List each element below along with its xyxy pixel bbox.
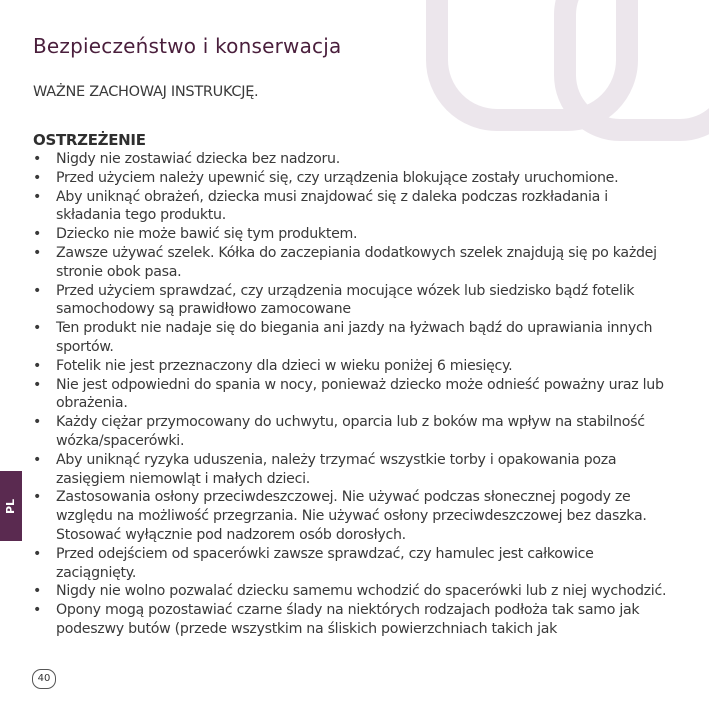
bullet-icon: • [33,583,42,600]
warning-item [33,488,675,544]
warning-item [33,319,675,357]
warning-item-text: Nie jest odpowiedni do spania w nocy, ponieważ dziecko może odnieść poważny uraz lub obrażenia. [56,376,664,412]
warning-item [33,150,675,169]
page-title: Bezpieczeństwo i konserwacja [33,34,342,58]
bullet-icon: • [33,320,42,337]
bullet-icon: • [33,376,42,393]
warning-item [33,357,675,376]
warning-item-text: Przed użyciem sprawdzać, czy urządzenia mocujące wózek lub siedzisko bądź fotelik samochodowy są prawidłowo zamocowane [56,282,635,318]
bullet-icon: • [33,489,42,506]
warning-item-text: Aby uniknąć obrażeń, dziecka musi znajdować się z daleka podczas rozkładania i składania tego produktu. [56,188,608,224]
warning-item [33,545,675,583]
warning-list [33,150,675,639]
bullet-icon: • [33,602,42,619]
warning-item-text: Przed odejściem od spacerówki zawsze sprawdzać, czy hamulec jest całkowice zaciągnięty. [56,545,594,581]
bullet-icon: • [33,169,42,186]
bullet-icon: • [33,188,42,205]
bullet-icon: • [33,151,42,167]
warning-item-text: Przed użyciem należy upewnić się, czy urządzenia blokujące zostały uruchomione. [56,169,619,186]
instruction-notice: WAŻNE ZACHOWAJ INSTRUKCJĘ. [33,84,259,100]
warning-item-text: Zawsze używać szelek. Kółka do zaczepiania dodatkowych szelek znajdują się po każdej stronie obok pasa. [56,244,657,280]
warning-item-text: Fotelik nie jest przeznaczony dla dzieci w wieku poniżej 6 miesięcy. [56,357,513,374]
language-tab [0,471,22,541]
page-number: 40 [32,669,56,689]
bullet-icon: • [33,357,42,374]
warning-item [33,225,675,244]
warning-item [33,282,675,320]
warning-item-text: Ten produkt nie nadaje się do biegania ani jazdy na łyżwach bądź do uprawiania innych sportów. [56,320,653,355]
language-code: PL [4,498,18,514]
bullet-icon: • [33,282,42,299]
warning-item [33,376,675,414]
warning-heading: OSTRZEŻENIE [33,131,146,149]
warning-item [33,188,675,226]
warning-item [33,413,675,451]
warning-item [33,244,675,282]
bullet-icon: • [33,226,42,243]
warning-item-text: Opony mogą pozostawiać czarne ślady na niektórych rodzajach podłoża tak samo jak podeszwy butów (przede wszystkim na śliskich powierzchniach takich jak [56,602,640,637]
warning-item-text: Dziecko nie może bawić się tym produktem. [56,226,358,243]
bullet-icon: • [33,414,42,431]
warning-item-text: Aby uniknąć ryzyka uduszenia, należy trzymać wszystkie torby i opakowania poza zasięgiem niemowląt i małych dzieci. [56,451,617,487]
bullet-icon: • [33,244,42,261]
warning-item-text: Każdy ciężar przymocowany do uchwytu, oparcia lub z boków ma wpływ na stabilność wózka/spacerówki. [56,414,645,449]
warning-item [33,451,675,489]
warning-item [33,582,675,601]
warning-item-text: Nigdy nie wolno pozwalać dziecku samemu wchodzić do spacerówki lub z niej wychodzić. [56,583,667,600]
warning-item [33,601,675,639]
bullet-icon: • [33,545,42,562]
warning-item [33,169,675,188]
warning-item-text: Zastosowania osłony przeciwdeszczowej. Nie używać podczas słonecznej pogody ze względu na możliwość przegrzania. Nie używać osłony przeciwdeszczowej bez daszka. Stosować wyłącznie pod nadzorem osób dorosłych. [56,489,647,543]
bullet-icon: • [33,451,42,468]
warning-item-text: Nigdy nie zostawiać dziecka bez nadzoru. [56,151,340,167]
